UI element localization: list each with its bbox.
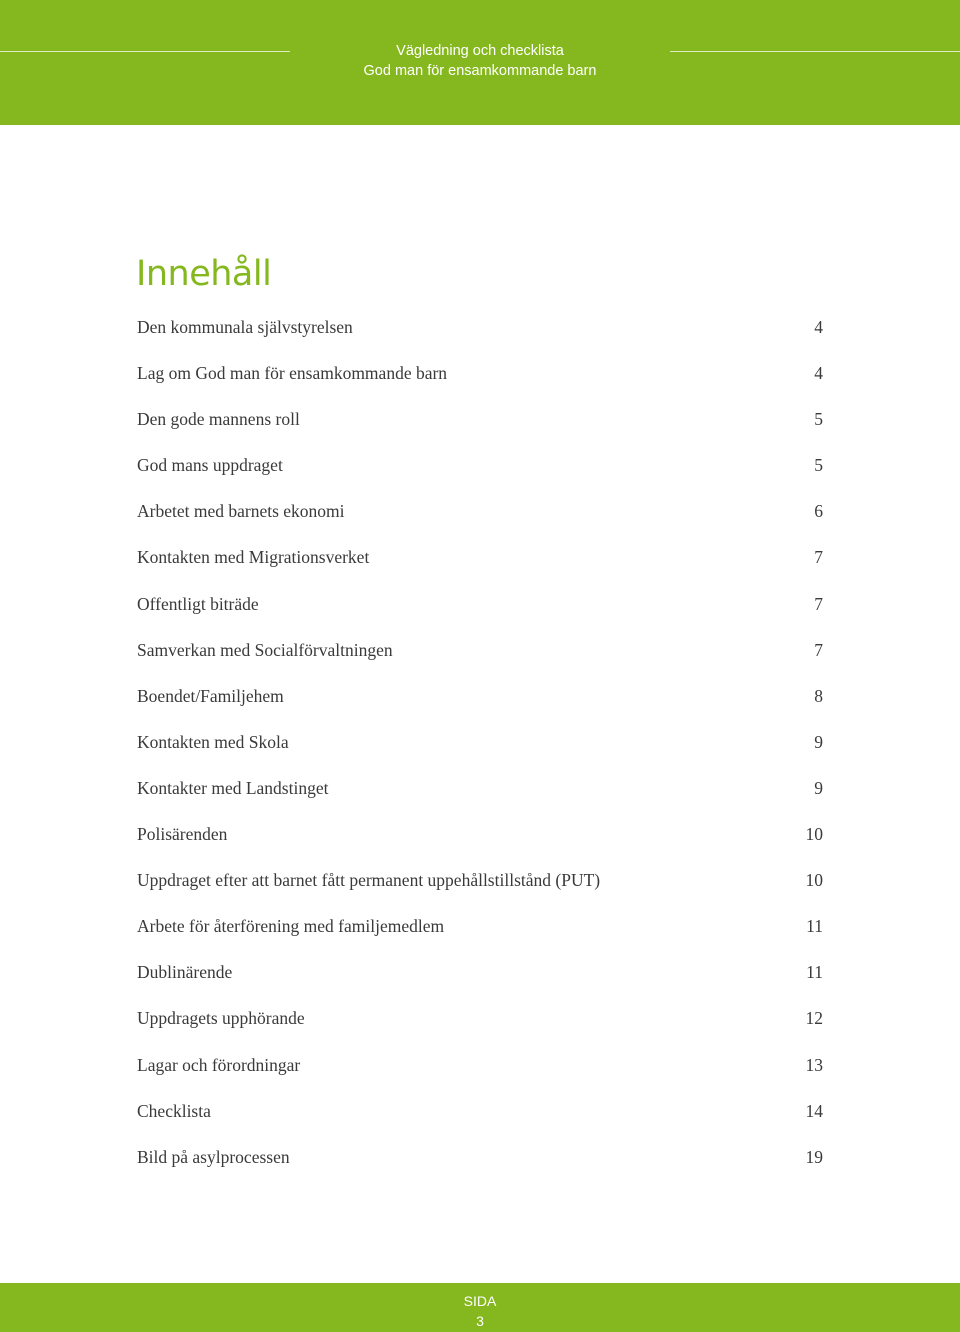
toc-entry-page: 6 — [814, 501, 823, 522]
toc-entry[interactable] — [137, 452, 823, 498]
toc-entry-page: 8 — [814, 685, 823, 706]
toc-entry[interactable] — [137, 775, 823, 821]
toc-entry-label: Kontakten med Skola — [137, 731, 289, 752]
toc-entry[interactable] — [137, 959, 823, 1005]
toc-entry-label: Dublinärende — [137, 962, 233, 983]
page-number: 3 — [476, 1313, 484, 1329]
toc-entry-page: 7 — [814, 639, 823, 660]
header-title: Vägledning och checklista — [396, 43, 564, 59]
page-header — [0, 0, 960, 125]
toc-entry[interactable] — [137, 1005, 823, 1051]
toc-entry[interactable] — [137, 1098, 823, 1144]
toc-entry-page: 11 — [806, 962, 823, 983]
toc-entry-label: Arbete för återförening med familjemedlem — [137, 916, 445, 937]
toc-entry[interactable] — [137, 360, 823, 406]
toc-entry-label: Den kommunala självstyrelsen — [137, 317, 353, 337]
toc-entry-page: 10 — [805, 824, 823, 845]
toc-entry-page: 7 — [814, 547, 823, 568]
toc-entry-page: 19 — [805, 1146, 823, 1167]
toc-entry[interactable] — [137, 314, 823, 360]
toc-entry-label: Kontakten med Migrationsverket — [137, 547, 370, 568]
toc-entry-label: Kontakter med Landstinget — [137, 777, 329, 798]
toc-entry[interactable] — [137, 591, 823, 637]
toc-entry-page: 13 — [805, 1054, 823, 1075]
toc-entry[interactable] — [137, 498, 823, 544]
toc-entry-page: 12 — [805, 1008, 823, 1029]
toc-entry-label: Uppdragets upphörande — [137, 1008, 305, 1029]
toc-entry-label: Boendet/Familjehem — [137, 685, 284, 706]
toc-entry-page: 7 — [814, 593, 823, 614]
toc-title: Innehåll — [136, 254, 272, 294]
toc-entry[interactable] — [137, 683, 823, 729]
toc-entry[interactable] — [137, 867, 823, 913]
toc-entry-label: Samverkan med Socialförvaltningen — [137, 639, 393, 660]
toc-entry-label: Offentligt biträde — [137, 593, 259, 614]
toc-entry-label: Lagar och förordningar — [137, 1054, 301, 1075]
toc-entry-page: 5 — [814, 409, 823, 430]
toc-entry-label: Uppdraget efter att barnet fått permanent uppehållstillstånd (PUT) — [137, 870, 601, 891]
toc-entry-page: 9 — [814, 777, 823, 798]
toc-entry[interactable] — [137, 1144, 823, 1190]
toc-entry[interactable] — [137, 913, 823, 959]
toc-entry-page: 5 — [814, 455, 823, 476]
toc-entry[interactable] — [137, 637, 823, 683]
header-subtitle: God man för ensamkommande barn — [363, 63, 597, 79]
toc-entry-label: Den gode mannens roll — [137, 409, 300, 430]
toc-entry-page: 9 — [814, 731, 823, 752]
toc-entry-page: 11 — [806, 916, 823, 937]
footer-text — [0, 1291, 960, 1331]
toc-entry[interactable] — [137, 729, 823, 775]
page-footer — [0, 1283, 960, 1332]
toc-entry-label: Arbetet med barnets ekonomi — [137, 501, 345, 522]
toc-entry-label: Bild på asylprocessen — [137, 1146, 290, 1167]
header-text — [0, 41, 960, 81]
toc-list — [137, 314, 823, 1190]
toc-entry[interactable] — [137, 406, 823, 452]
toc-entry[interactable] — [137, 1052, 823, 1098]
toc-entry-page: 14 — [805, 1100, 823, 1121]
toc-entry[interactable] — [137, 544, 823, 590]
toc-entry-page: 10 — [805, 870, 823, 891]
toc-entry-label: Polisärenden — [137, 824, 228, 845]
toc-entry-page: 4 — [814, 317, 823, 337]
toc-entry[interactable] — [137, 821, 823, 867]
toc-entry-label: Lag om God man för ensamkommande barn — [137, 363, 448, 384]
toc-entry-page: 4 — [814, 363, 823, 384]
toc-entry-label: Checklista — [137, 1100, 211, 1121]
toc-entry-label: God mans uppdraget — [137, 455, 283, 476]
footer-label: SIDA — [463, 1293, 497, 1309]
